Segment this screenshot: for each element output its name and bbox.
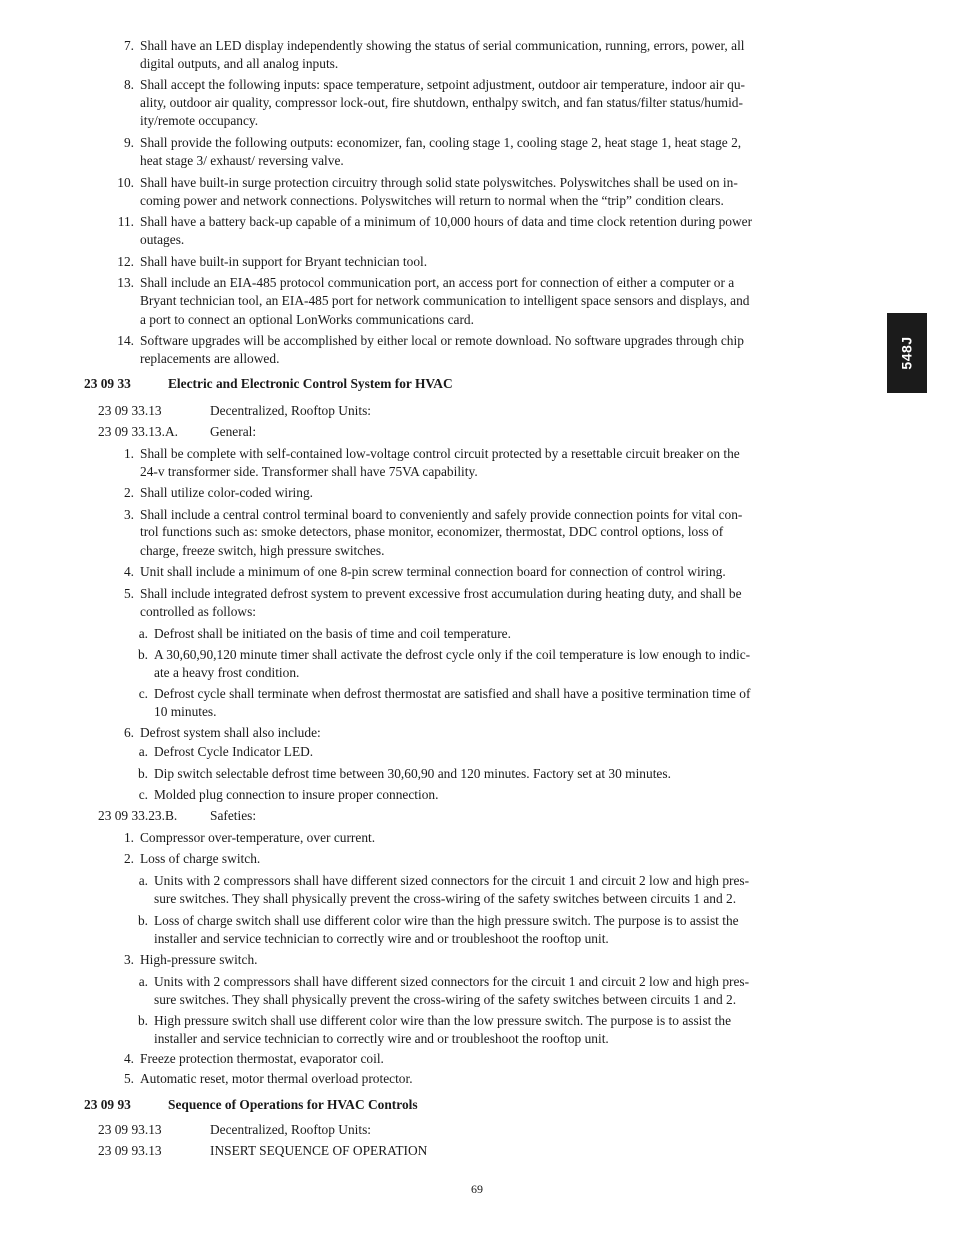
item-text-line: Unit shall include a minimum of one 8-pin screw terminal connection board for connection of control wiring. bbox=[140, 564, 726, 579]
subsection-title: Decentralized, Rooftop Units: bbox=[210, 1122, 372, 1137]
item-text-line: Shall have an LED display independently showing the status of serial communication, running, errors, power, all bbox=[140, 38, 745, 53]
item-text-line: outages. bbox=[140, 232, 185, 247]
subitem-text-line: Defrost Cycle Indicator LED. bbox=[154, 744, 314, 759]
item-text-line: ity/remote occupancy. bbox=[140, 113, 259, 128]
model-side-tab bbox=[887, 313, 927, 393]
item-text-line: Shall utilize color-coded wiring. bbox=[140, 485, 314, 500]
subitem-text-line: Loss of charge switch shall use different color wire than the high pressure switch. The purpose is to assist the bbox=[154, 913, 739, 928]
item-text-line: Software upgrades will be accomplished by either local or remote download. No software upgrades through chip bbox=[140, 333, 744, 348]
section-code: 23 09 93 bbox=[84, 1097, 131, 1112]
subitem-letter: b. bbox=[137, 766, 148, 781]
subitem-text-line: sure switches. They shall physically prevent the cross-wiring of the safety switches between circuits 1 and 2. bbox=[154, 992, 737, 1007]
item-number: 7. bbox=[123, 38, 134, 53]
subitem-text-line: ate a heavy frost condition. bbox=[154, 665, 300, 680]
item-number: 5. bbox=[123, 1071, 134, 1086]
subitem-letter: a. bbox=[138, 744, 148, 759]
item-text-line: Defrost system shall also include: bbox=[140, 725, 321, 740]
item-text-line: Shall be complete with self-contained low-voltage control circuit protected by a resettable circuit breaker on the bbox=[140, 446, 740, 461]
subitem-text-line: Defrost shall be initiated on the basis of time and coil temperature. bbox=[154, 626, 511, 641]
subitem-text-line: 10 minutes. bbox=[154, 704, 217, 719]
item-text-line: 24-v transformer side. Transformer shall have 75VA capability. bbox=[140, 464, 478, 479]
subitem-letter: c. bbox=[138, 686, 148, 701]
subsection-code: 23 09 33.13 bbox=[98, 403, 162, 418]
section-title: Sequence of Operations for HVAC Controls bbox=[168, 1097, 418, 1112]
subsection-title: General: bbox=[210, 424, 257, 439]
item-text-line: Loss of charge switch. bbox=[140, 851, 261, 866]
subitem-text-line: A 30,60,90,120 minute timer shall activate the defrost cycle only if the coil temperature is low enough to indic- bbox=[154, 647, 751, 662]
subitem-text-line: installer and service technician to correctly wire and or troubleshoot the rooftop unit. bbox=[154, 1031, 609, 1046]
subsection-title: Decentralized, Rooftop Units: bbox=[210, 403, 372, 418]
item-number: 12. bbox=[117, 254, 134, 269]
subitem-text-line: Units with 2 compressors shall have different sized connectors for the circuit 1 and circuit 2 low and high pres- bbox=[154, 873, 750, 888]
subitem-text-line: Defrost cycle shall terminate when defrost thermostat are satisfied and shall have a positive termination time of bbox=[154, 686, 751, 701]
subsection-title: INSERT SEQUENCE OF OPERATION bbox=[210, 1143, 428, 1158]
item-text-line: Shall have a battery back-up capable of a minimum of 10,000 hours of data and time clock retention during power bbox=[140, 214, 753, 229]
item-text-line: Compressor over-temperature, over current. bbox=[140, 830, 376, 845]
subitem-text-line: sure switches. They shall physically prevent the cross-wiring of the safety switches between circuits 1 and 2. bbox=[154, 891, 737, 906]
subsection-title: Safeties: bbox=[210, 808, 257, 823]
subitem-letter: b. bbox=[137, 647, 148, 662]
item-text-line: a port to connect an optional LonWorks communications card. bbox=[140, 312, 474, 327]
subitem-text-line: Dip switch selectable defrost time between 30,60,90 and 120 minutes. Factory set at 30 minutes. bbox=[154, 766, 671, 781]
item-text-line: charge, freeze switch, high pressure switches. bbox=[140, 543, 385, 558]
subitem-letter: a. bbox=[138, 873, 148, 888]
item-text-line: ality, outdoor air quality, compressor lock-out, fire shutdown, enthalpy switch, and fan status/filter status/humid- bbox=[140, 95, 743, 110]
item-number: 1. bbox=[123, 830, 134, 845]
subitem-text-line: Molded plug connection to insure proper connection. bbox=[154, 787, 439, 802]
item-number: 2. bbox=[123, 485, 134, 500]
item-text-line: Shall have built-in support for Bryant technician tool. bbox=[140, 254, 428, 269]
item-number: 4. bbox=[123, 564, 134, 579]
subsection-code: 23 09 93.13 bbox=[98, 1122, 162, 1137]
item-text-line: Shall include an EIA-485 protocol communication port, an access port for connection of either a computer or a bbox=[140, 275, 735, 290]
section-title: Electric and Electronic Control System for HVAC bbox=[168, 376, 453, 391]
subitem-text-line: High pressure switch shall use different color wire than the low pressure switch. The purpose is to assist the bbox=[154, 1013, 732, 1028]
item-number: 13. bbox=[117, 275, 134, 290]
item-text-line: trol functions such as: smoke detectors, phase monitor, economizer, thermostat, DDC control options, loss of bbox=[140, 524, 724, 539]
item-number: 4. bbox=[123, 1051, 134, 1066]
item-text-line: replacements are allowed. bbox=[140, 351, 280, 366]
subsection-code: 23 09 33.13.A. bbox=[98, 424, 178, 439]
subsection-code: 23 09 93.13 bbox=[98, 1143, 162, 1158]
item-number: 2. bbox=[123, 851, 134, 866]
subitem-text-line: installer and service technician to correctly wire and or troubleshoot the rooftop unit. bbox=[154, 931, 609, 946]
item-text-line: Shall accept the following inputs: space temperature, setpoint adjustment, outdoor air temperature, indoor air qu- bbox=[140, 77, 746, 92]
item-text-line: Shall provide the following outputs: economizer, fan, cooling stage 1, cooling stage 2, heat stage 1, heat stage 2, bbox=[140, 135, 742, 150]
item-text-line: High-pressure switch. bbox=[140, 952, 258, 967]
section-code: 23 09 33 bbox=[84, 376, 131, 391]
item-number: 10. bbox=[117, 175, 134, 190]
subitem-letter: a. bbox=[138, 974, 148, 989]
item-text-line: Shall include a central control terminal board to conveniently and safely provide connection points for vital con- bbox=[140, 507, 743, 522]
model-tab-label: 548J bbox=[899, 336, 915, 370]
subitem-letter: a. bbox=[138, 626, 148, 641]
item-text-line: coming power and network connections. Polyswitches will return to normal when the “trip” condition clears. bbox=[140, 193, 724, 208]
item-number: 3. bbox=[123, 952, 134, 967]
item-text-line: controlled as follows: bbox=[140, 604, 257, 619]
subitem-letter: b. bbox=[137, 913, 148, 928]
subitem-text-line: Units with 2 compressors shall have different sized connectors for the circuit 1 and circuit 2 low and high pres- bbox=[154, 974, 750, 989]
item-number: 8. bbox=[123, 77, 134, 92]
item-number: 14. bbox=[117, 333, 134, 348]
item-text-line: Shall include integrated defrost system to prevent excessive frost accumulation during heating duty, and shall be bbox=[140, 586, 742, 601]
item-number: 11. bbox=[117, 214, 134, 229]
item-number: 5. bbox=[123, 586, 134, 601]
item-number: 3. bbox=[123, 507, 134, 522]
subitem-letter: b. bbox=[137, 1013, 148, 1028]
subitem-letter: c. bbox=[138, 787, 148, 802]
item-number: 9. bbox=[123, 135, 134, 150]
subsection-code: 23 09 33.23.B. bbox=[98, 808, 178, 823]
item-text-line: Shall have built-in surge protection circuitry through solid state polyswitches. Polyswitches shall be used on in- bbox=[140, 175, 738, 190]
item-text-line: Automatic reset, motor thermal overload protector. bbox=[140, 1071, 413, 1086]
item-text-line: digital outputs, and all analog inputs. bbox=[140, 56, 339, 71]
page-number: 69 bbox=[471, 1182, 483, 1196]
item-text-line: Freeze protection thermostat, evaporator coil. bbox=[140, 1051, 384, 1066]
item-number: 6. bbox=[123, 725, 134, 740]
item-text-line: heat stage 3/ exhaust/ reversing valve. bbox=[140, 153, 344, 168]
item-number: 1. bbox=[123, 446, 134, 461]
item-text-line: Bryant technician tool, an EIA-485 port for network communication to intelligent space sensors and displays, and bbox=[140, 293, 750, 308]
